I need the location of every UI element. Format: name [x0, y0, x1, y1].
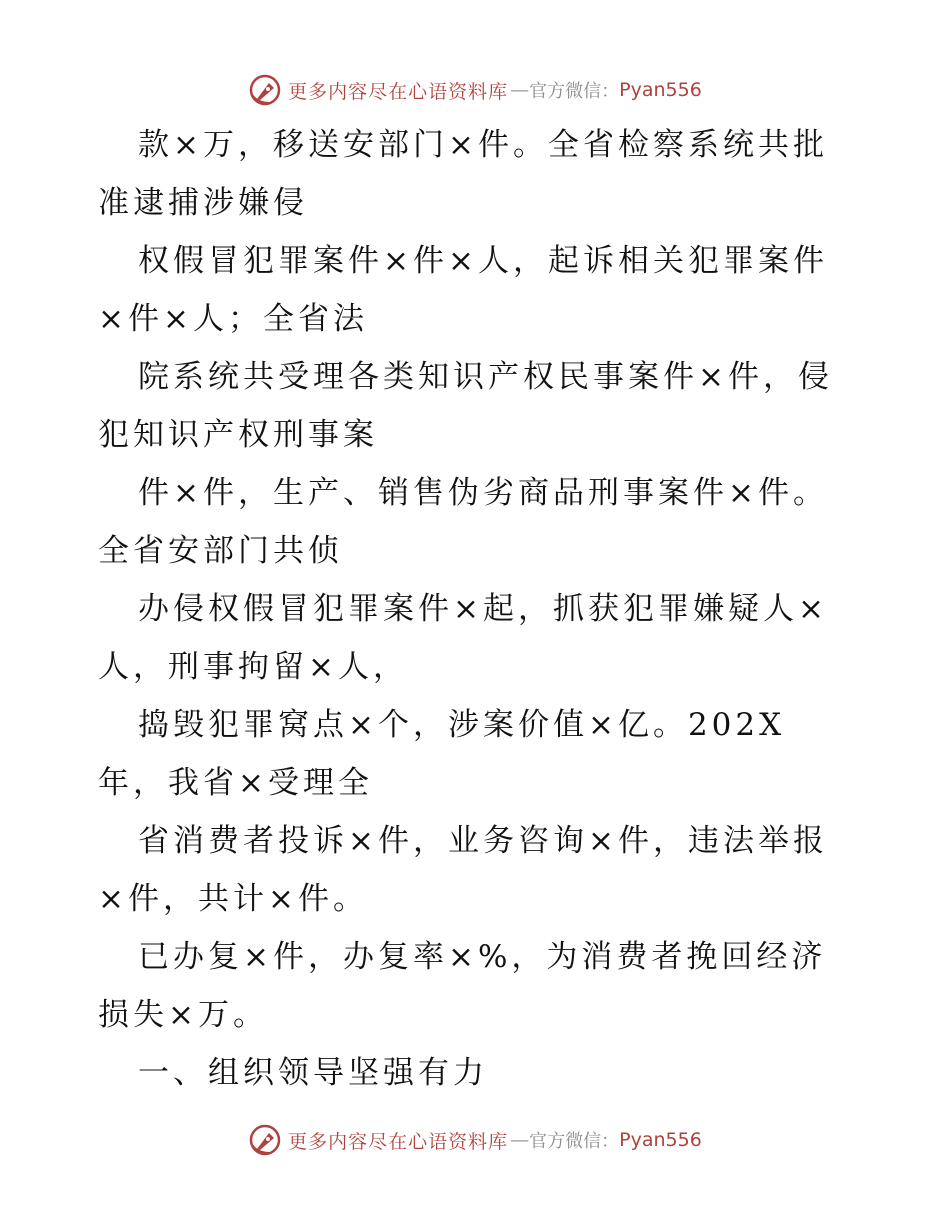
pen-nib-logo-icon [248, 1123, 282, 1157]
paragraph-4: 件×件，生产、销售伪劣商品刑事案件×件。全省安部门共侦 [98, 475, 828, 569]
document-body [98, 116, 853, 1102]
paragraph-1: 款×万，移送安部门×件。全省检察系统共批准逮捕涉嫌侵 [98, 127, 828, 221]
pen-nib-logo-icon [248, 73, 282, 107]
watermark-official-label: 官方微信： [529, 1131, 620, 1152]
header-watermark [0, 70, 950, 110]
footer-watermark [0, 1120, 950, 1160]
watermark-wechat-id: Pyan556 [619, 79, 702, 101]
paragraph-6: 捣毁犯罪窝点×个，涉案价值×亿。202X 年，我省×受理全 [98, 707, 786, 801]
paragraph-8: 已办复×件，办复率×%，为消费者挽回经济损失×万。 [98, 939, 827, 1033]
paragraph-3: 院系统共受理各类知识产权民事案件×件，侵犯知识产权刑事案 [98, 359, 833, 453]
watermark-text: 更多内容尽在心语资料库 [288, 1130, 509, 1153]
watermark-text: 更多内容尽在心语资料库 [288, 80, 509, 103]
watermark-wechat-id: Pyan556 [619, 1129, 702, 1151]
section-heading: 一、组织领导坚强有力 [138, 1055, 488, 1091]
paragraph-7: 省消费者投诉×件，业务咨询×件，违法举报×件，共计×件。 [98, 823, 828, 917]
watermark-official-label: 官方微信： [529, 81, 620, 102]
paragraph-2: 权假冒犯罪案件×件×人，起诉相关犯罪案件×件×人；全省法 [98, 243, 828, 337]
watermark-dash: — [510, 79, 528, 101]
paragraph-5: 办侵权假冒犯罪案件×起，抓获犯罪嫌疑人×人，刑事拘留×人， [98, 591, 828, 685]
watermark-dash: — [510, 1129, 528, 1151]
